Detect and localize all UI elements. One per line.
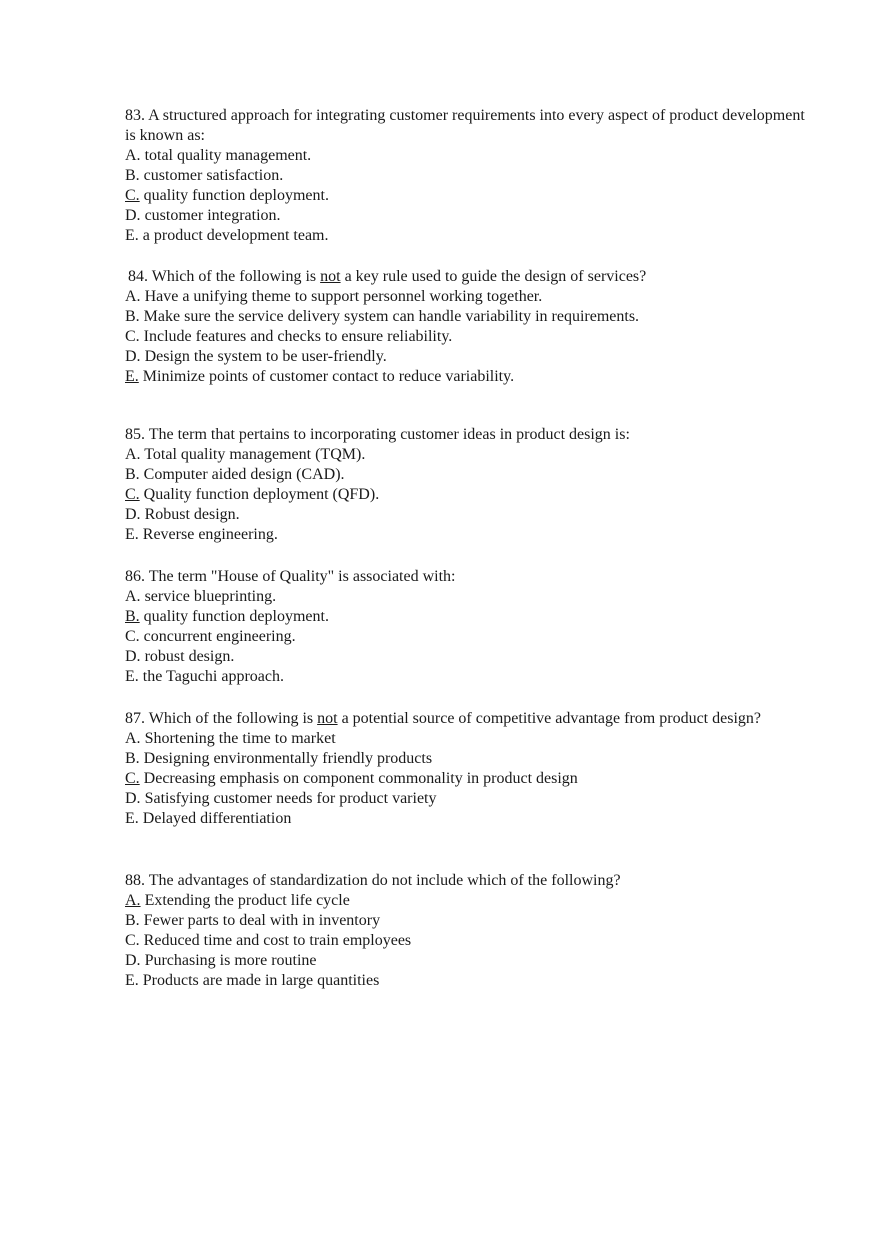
- option-b: B. Fewer parts to deal with in inventory: [125, 912, 381, 929]
- option-e: E. Delayed differentiation: [125, 810, 292, 827]
- answer-letter: C.: [125, 770, 140, 787]
- option-c: C. Include features and checks to ensure reliability.: [125, 328, 453, 345]
- emphasis-not: not: [317, 710, 338, 727]
- answer-letter: E.: [125, 368, 139, 385]
- option-a: A. Shortening the time to market: [125, 730, 336, 747]
- answer-letter: B.: [125, 608, 140, 625]
- option-d: D. robust design.: [125, 648, 235, 665]
- option-d: D. Robust design.: [125, 506, 240, 523]
- option-d: D. Satisfying customer needs for product variety: [125, 790, 437, 807]
- option-e-answer: E. Minimize points of customer contact to reduce variability.: [125, 368, 515, 385]
- answer-letter: C.: [125, 187, 140, 204]
- option-a-answer: A. Extending the product life cycle: [125, 892, 350, 909]
- question-stem: 86. The term "House of Quality" is associated with:: [125, 568, 456, 585]
- option-e: E. Products are made in large quantities: [125, 972, 380, 989]
- option-b: B. Designing environmentally friendly products: [125, 750, 433, 767]
- option-c-answer: C. Decreasing emphasis on component commonality in product design: [125, 770, 578, 787]
- answer-letter: A.: [125, 892, 141, 909]
- option-c-answer: C. Quality function deployment (QFD).: [125, 486, 380, 503]
- option-d: D. Purchasing is more routine: [125, 952, 317, 969]
- option-e: E. a product development team.: [125, 227, 329, 244]
- question-86: [125, 567, 805, 687]
- question-88: [125, 871, 805, 991]
- question-85: [125, 425, 805, 545]
- question-87: [125, 709, 805, 829]
- option-c-answer: C. quality function deployment.: [125, 187, 329, 204]
- option-a: A. Have a unifying theme to support personnel working together.: [125, 288, 543, 305]
- option-a: A. service blueprinting.: [125, 588, 277, 605]
- option-b: B. Make sure the service delivery system can handle variability in requirements.: [125, 308, 640, 325]
- question-stem: 88. The advantages of standardization do not include which of the following?: [125, 872, 621, 889]
- emphasis-not: not: [320, 268, 341, 285]
- answer-letter: C.: [125, 486, 140, 503]
- option-a: A. Total quality management (TQM).: [125, 446, 366, 463]
- question-stem: 84. Which of the following is not a key rule used to guide the design of services?: [128, 268, 647, 285]
- option-b: B. Computer aided design (CAD).: [125, 466, 345, 483]
- option-a: A. total quality management.: [125, 147, 312, 164]
- option-c: C. Reduced time and cost to train employees: [125, 932, 412, 949]
- option-e: E. the Taguchi approach.: [125, 668, 284, 685]
- option-b: B. customer satisfaction.: [125, 167, 284, 184]
- question-stem: 85. The term that pertains to incorporating customer ideas in product design is:: [125, 426, 630, 443]
- question-stem: 87. Which of the following is not a potential source of competitive advantage from product design?: [125, 710, 761, 727]
- option-e: E. Reverse engineering.: [125, 526, 278, 543]
- question-84: [125, 267, 805, 387]
- option-b-answer: B. quality function deployment.: [125, 608, 329, 625]
- option-d: D. Design the system to be user-friendly.: [125, 348, 387, 365]
- option-c: C. concurrent engineering.: [125, 628, 296, 645]
- question-83: [125, 106, 805, 246]
- question-stem: 83. A structured approach for integrating customer requirements into every aspect of product development is known as:: [125, 107, 805, 144]
- option-d: D. customer integration.: [125, 207, 281, 224]
